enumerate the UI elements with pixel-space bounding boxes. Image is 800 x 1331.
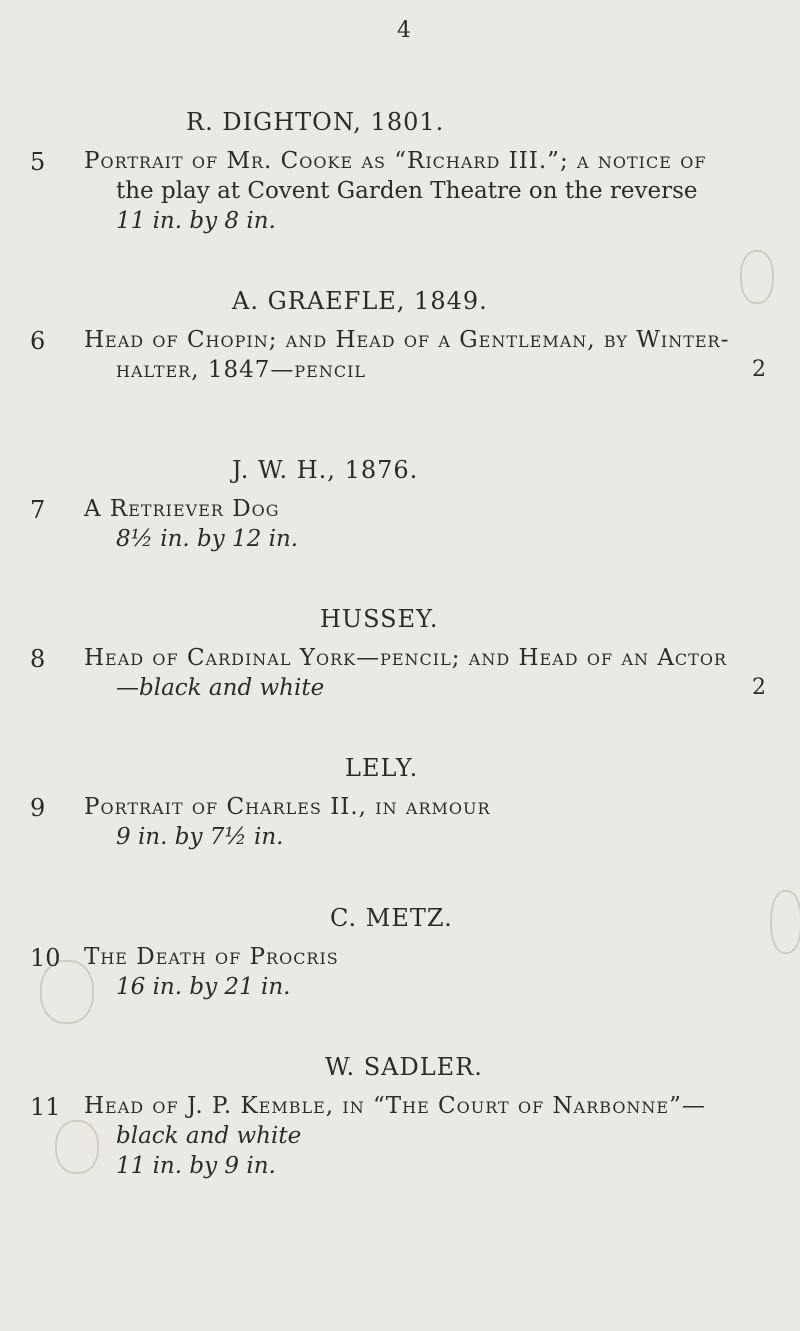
- lot-number: 10: [30, 944, 61, 972]
- artist-heading: C. METZ.: [330, 904, 453, 932]
- lot-dimensions: 8½ in. by 12 in.: [116, 526, 299, 552]
- artist-heading: R. DIGHTON, 1801.: [186, 108, 445, 136]
- lot-title: Head of J. P. Kemble, in “The Court of Narbonne”—: [84, 1093, 706, 1119]
- lot-number: 9: [30, 794, 46, 822]
- paper-stain: [55, 1120, 99, 1174]
- artist-heading: A. GRAEFLE, 1849.: [232, 287, 488, 315]
- lot-number: 7: [30, 496, 46, 524]
- lot-title: Portrait of Charles II., in armour: [84, 794, 491, 820]
- lot-title: The Death of Procris: [84, 944, 339, 970]
- lot-number: 6: [30, 327, 46, 355]
- lot-description: the play at Covent Garden Theatre on the reverse: [116, 178, 698, 204]
- lot-description: halter, 1847—pencil: [116, 357, 367, 383]
- lot-title: Head of Chopin; and Head of a Gentleman, by Winter-: [84, 327, 730, 353]
- paper-stain: [770, 890, 800, 954]
- lot-number: 11: [30, 1093, 61, 1121]
- lot-title: Portrait of Mr. Cooke as “Richard III.”; a notice of: [84, 148, 707, 174]
- artist-heading: LELY.: [345, 754, 419, 782]
- paper-stain: [740, 250, 774, 304]
- artist-heading: HUSSEY.: [320, 605, 439, 633]
- lot-title: A Retriever Dog: [84, 496, 280, 522]
- lot-number: 8: [30, 645, 46, 673]
- lot-dimensions: 11 in. by 8 in.: [116, 208, 276, 234]
- lot-dimensions: 16 in. by 21 in.: [116, 974, 291, 1000]
- lot-dimensions: 11 in. by 9 in.: [116, 1153, 276, 1179]
- lot-title: Head of Cardinal York—pencil; and Head of an Actor: [84, 645, 728, 671]
- artist-heading: W. SADLER.: [325, 1053, 483, 1081]
- lot-description: —black and white: [116, 675, 325, 701]
- artist-heading: J. W. H., 1876.: [232, 456, 419, 484]
- page-number: 4: [397, 18, 411, 43]
- lot-price: 2: [752, 675, 766, 700]
- lot-price: 2: [752, 357, 766, 382]
- lot-number: 5: [30, 148, 46, 176]
- lot-dimensions: 9 in. by 7½ in.: [116, 824, 284, 850]
- lot-description: black and white: [116, 1123, 302, 1149]
